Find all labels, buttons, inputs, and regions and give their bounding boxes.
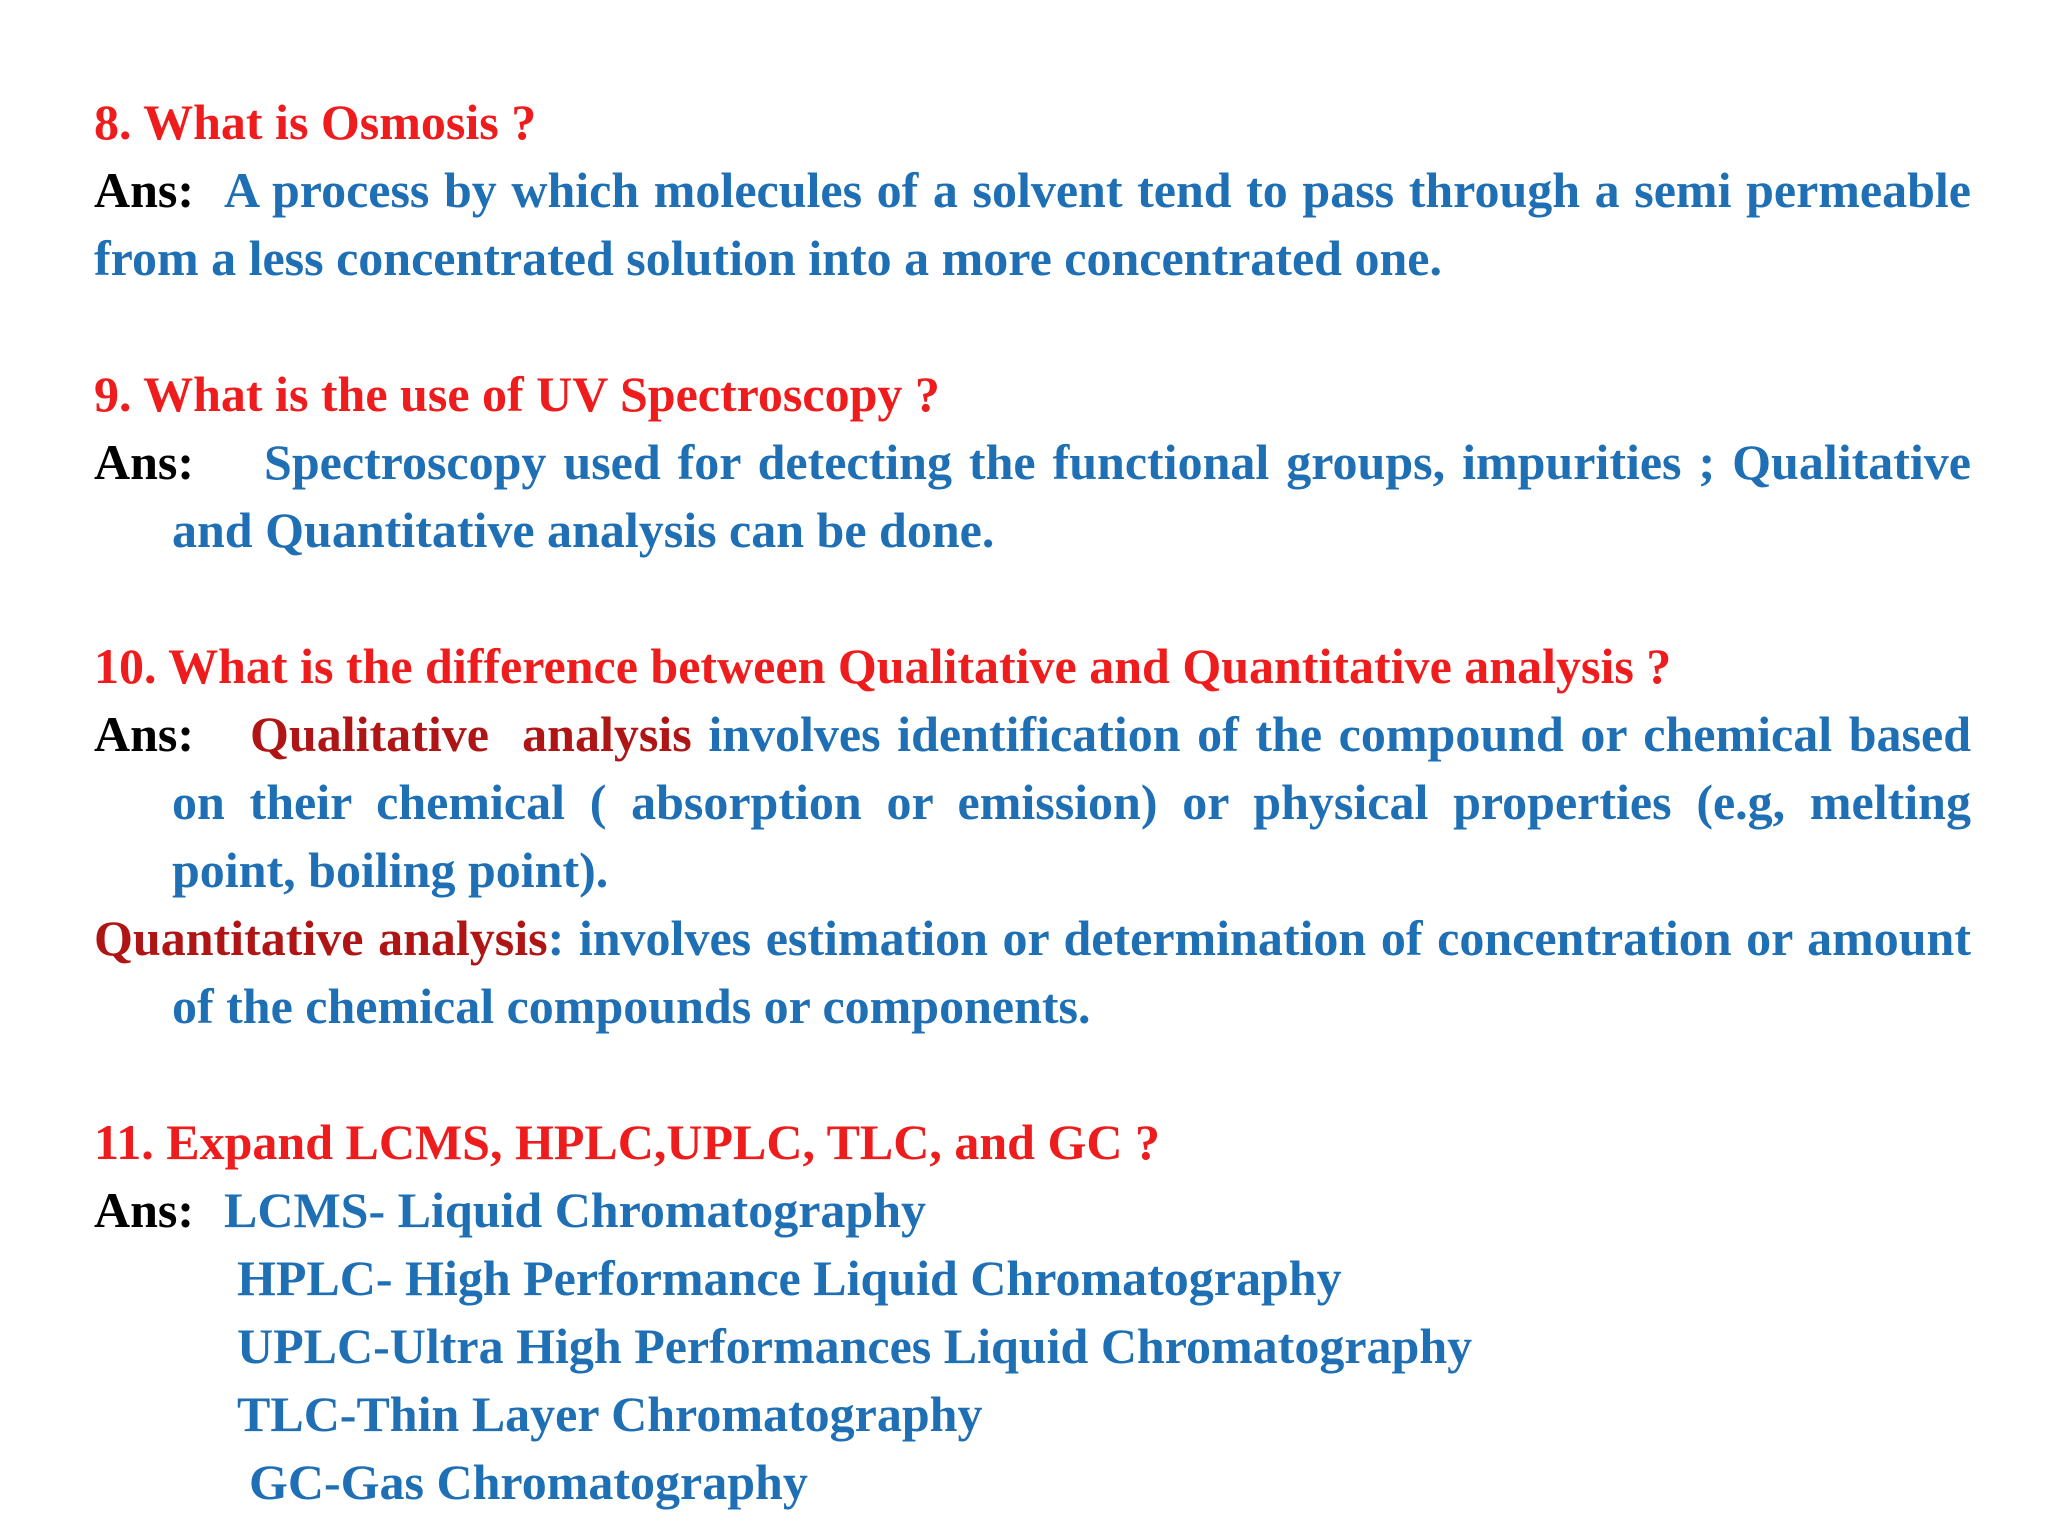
question-10: 10. What is the difference between Qualitative and Quantitative analysis ? bbox=[94, 638, 1672, 694]
expansion-row bbox=[94, 1176, 1971, 1244]
answer-10-quantitative bbox=[94, 904, 1971, 1040]
answer-9 bbox=[94, 428, 1971, 564]
answer-10-qualitative bbox=[94, 700, 1971, 904]
ans-label: Ans: bbox=[94, 162, 195, 218]
answer-9-text: Spectroscopy used for detecting the functional groups, impurities ; Qualitative and Quantitative analysis can be done. bbox=[172, 434, 1971, 558]
qa-block-11 bbox=[94, 1108, 1971, 1516]
quantitative-definition: : involves estimation or determination of concentration or amount of the chemical compounds or components. bbox=[172, 910, 1971, 1034]
question-11: 11. Expand LCMS, HPLC,UPLC, TLC, and GC ? bbox=[94, 1114, 1160, 1170]
question-9: 9. What is the use of UV Spectroscopy ? bbox=[94, 366, 940, 422]
slide-content bbox=[94, 88, 1971, 1516]
question-8: 8. What is Osmosis ? bbox=[94, 94, 537, 150]
qa-block-9 bbox=[94, 360, 1971, 564]
ans-label: Ans: bbox=[94, 1182, 195, 1238]
qa-block-10 bbox=[94, 632, 1971, 1040]
answer-8 bbox=[94, 156, 1971, 292]
expansion-tlc: TLC-Thin Layer Chromatography bbox=[237, 1386, 983, 1442]
qualitative-term: Qualitative analysis bbox=[250, 706, 692, 762]
ans-label: Ans: bbox=[94, 706, 195, 762]
expansion-lcms: LCMS- Liquid Chromatography bbox=[224, 1182, 927, 1238]
expansion-uplc: UPLC-Ultra High Performances Liquid Chromatography bbox=[237, 1318, 1473, 1374]
quantitative-term: Quantitative analysis bbox=[94, 910, 548, 966]
answer-8-text: A process by which molecules of a solvent tend to pass through a semi permeable from a less concentrated solution into a more concentrated one. bbox=[94, 162, 1971, 286]
expansion-hplc: HPLC- High Performance Liquid Chromatography bbox=[237, 1250, 1342, 1306]
qa-block-8 bbox=[94, 88, 1971, 292]
ans-label: Ans: bbox=[94, 434, 195, 490]
expansion-gc: GC-Gas Chromatography bbox=[249, 1454, 808, 1510]
qualitative-definition: involves identification of the compound or chemical based on their chemical ( absorption or emission) or physical properties (e.g, melting point, boiling point). bbox=[172, 706, 1972, 898]
